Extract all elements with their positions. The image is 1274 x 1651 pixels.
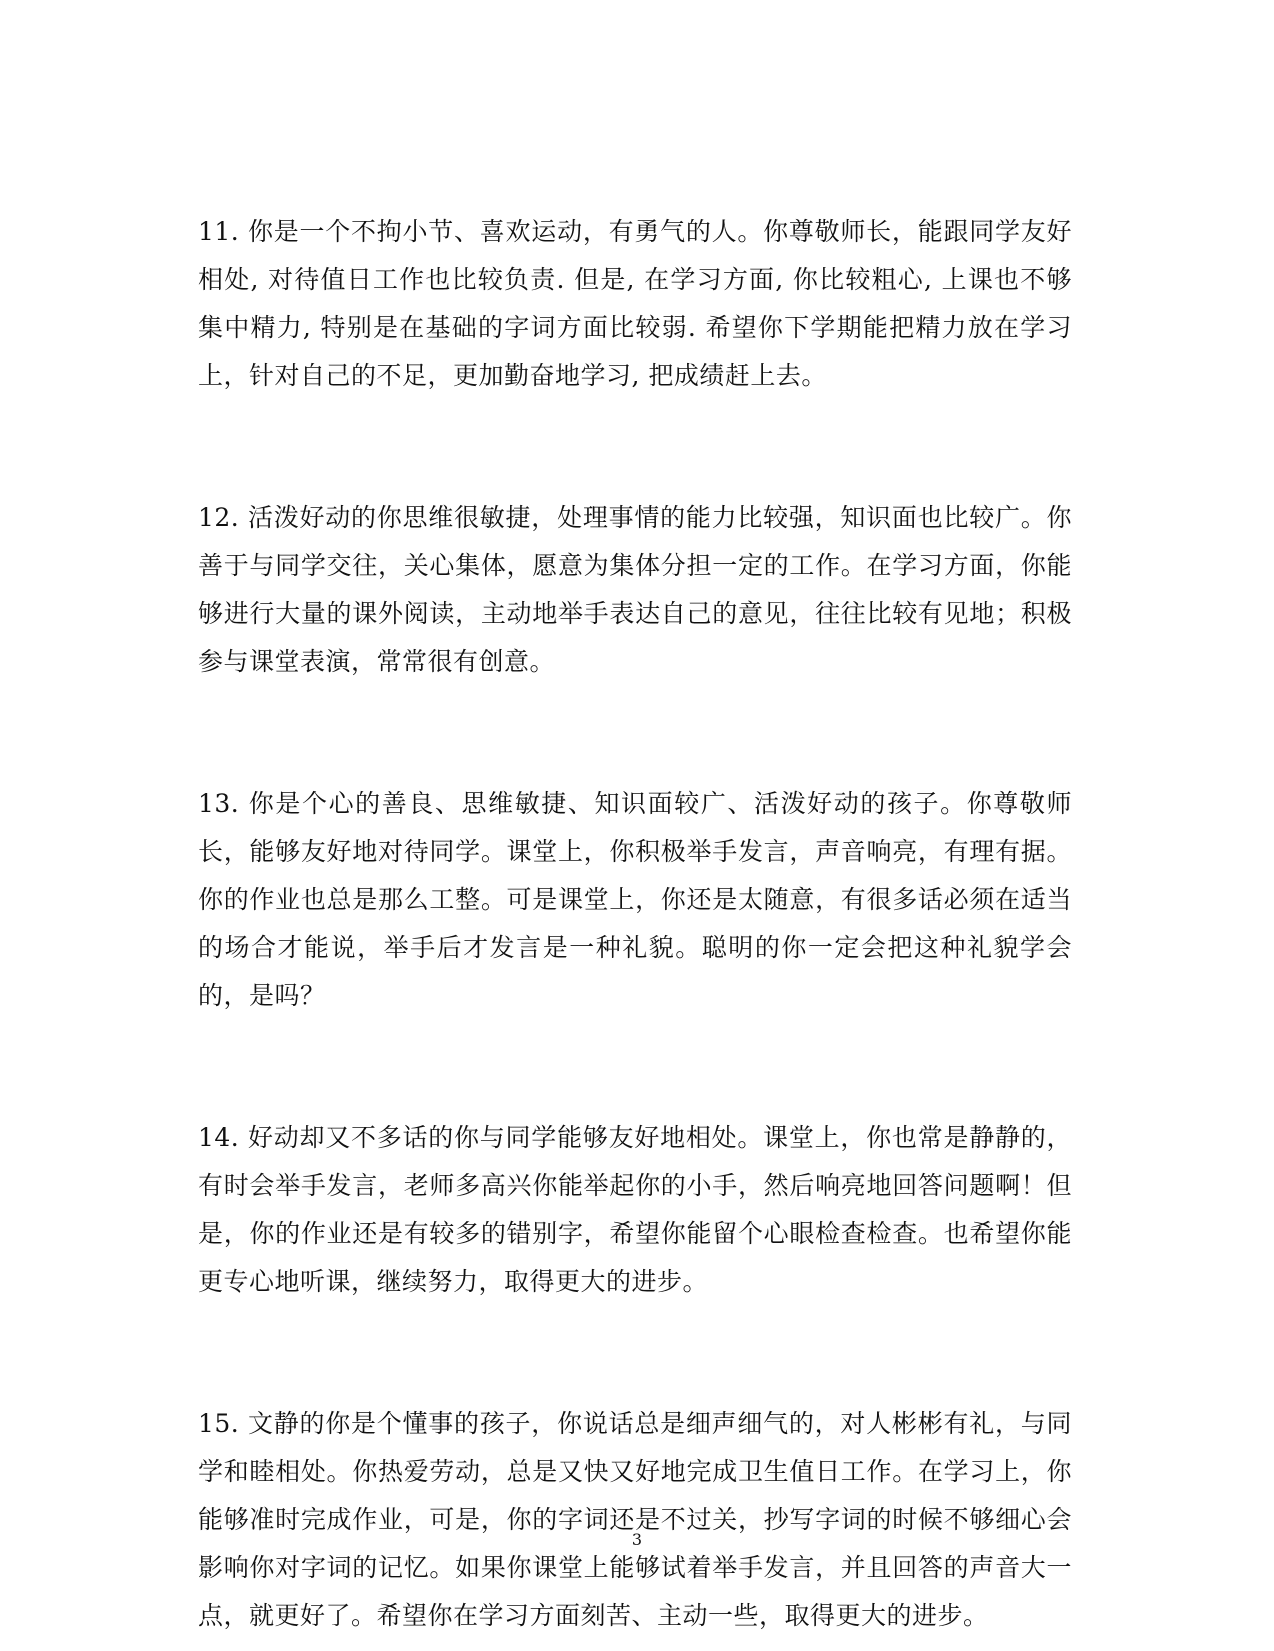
comments-body — [198, 208, 1072, 1640]
page-number: 3 — [631, 1530, 643, 1549]
comment-paragraph-12: 12. 活泼好动的你思维很敏捷，处理事情的能力比较强，知识面也比较广。你善于与同学交往，关心集体，愿意为集体分担一定的工作。在学习方面，你能够进行大量的课外阅读，主动地举手表达自己的意见，往往比较有见地；积极参与课堂表演，常常很有创意。 — [198, 503, 1072, 676]
comment-paragraph-15: 15. 文静的你是个懂事的孩子，你说话总是细声细气的，对人彬彬有礼，与同学和睦相处。你热爱劳动，总是又快又好地完成卫生值日工作。在学习上，你能够准时完成作业，可是，你的字词还是不过关，抄写字词的时候不够细心会影响你对字词的记忆。如果你课堂上能够试着举手发言，并且回答的声音大一点，就更好了。希望你在学习方面刻苦、主动一些，取得更大的进步。 — [198, 1409, 1072, 1630]
comment-paragraph-13: 13. 你是个心的善良、思维敏捷、知识面较广、活泼好动的孩子。你尊敬师长，能够友好地对待同学。课堂上，你积极举手发言，声音响亮，有理有据。你的作业也总是那么工整。可是课堂上，你还是太随意，有很多话必须在适当的场合才能说，举手后才发言是一种礼貌。聪明的你一定会把这种礼貌学会的，是吗？ — [198, 789, 1072, 1010]
comment-paragraph-11: 11. 你是一个不拘小节、喜欢运动，有勇气的人。你尊敬师长，能跟同学友好相处, 对待值日工作也比较负责. 但是, 在学习方面, 你比较粗心, 上课也不够集中精力, 特别是在基础的字词方面比较弱. 希望你下学期能把精力放在学习上，针对自己的不足，更加勤奋地学习, 把成绩赶上去。 — [198, 217, 1072, 390]
comment-paragraph-14: 14. 好动却又不多话的你与同学能够友好地相处。课堂上，你也常是静静的，有时会举手发言，老师多高兴你能举起你的小手，然后响亮地回答问题啊！但是，你的作业还是有较多的错别字，希望你能留个心眼检查检查。也希望你能更专心地听课，继续努力，取得更大的进步。 — [198, 1123, 1072, 1296]
